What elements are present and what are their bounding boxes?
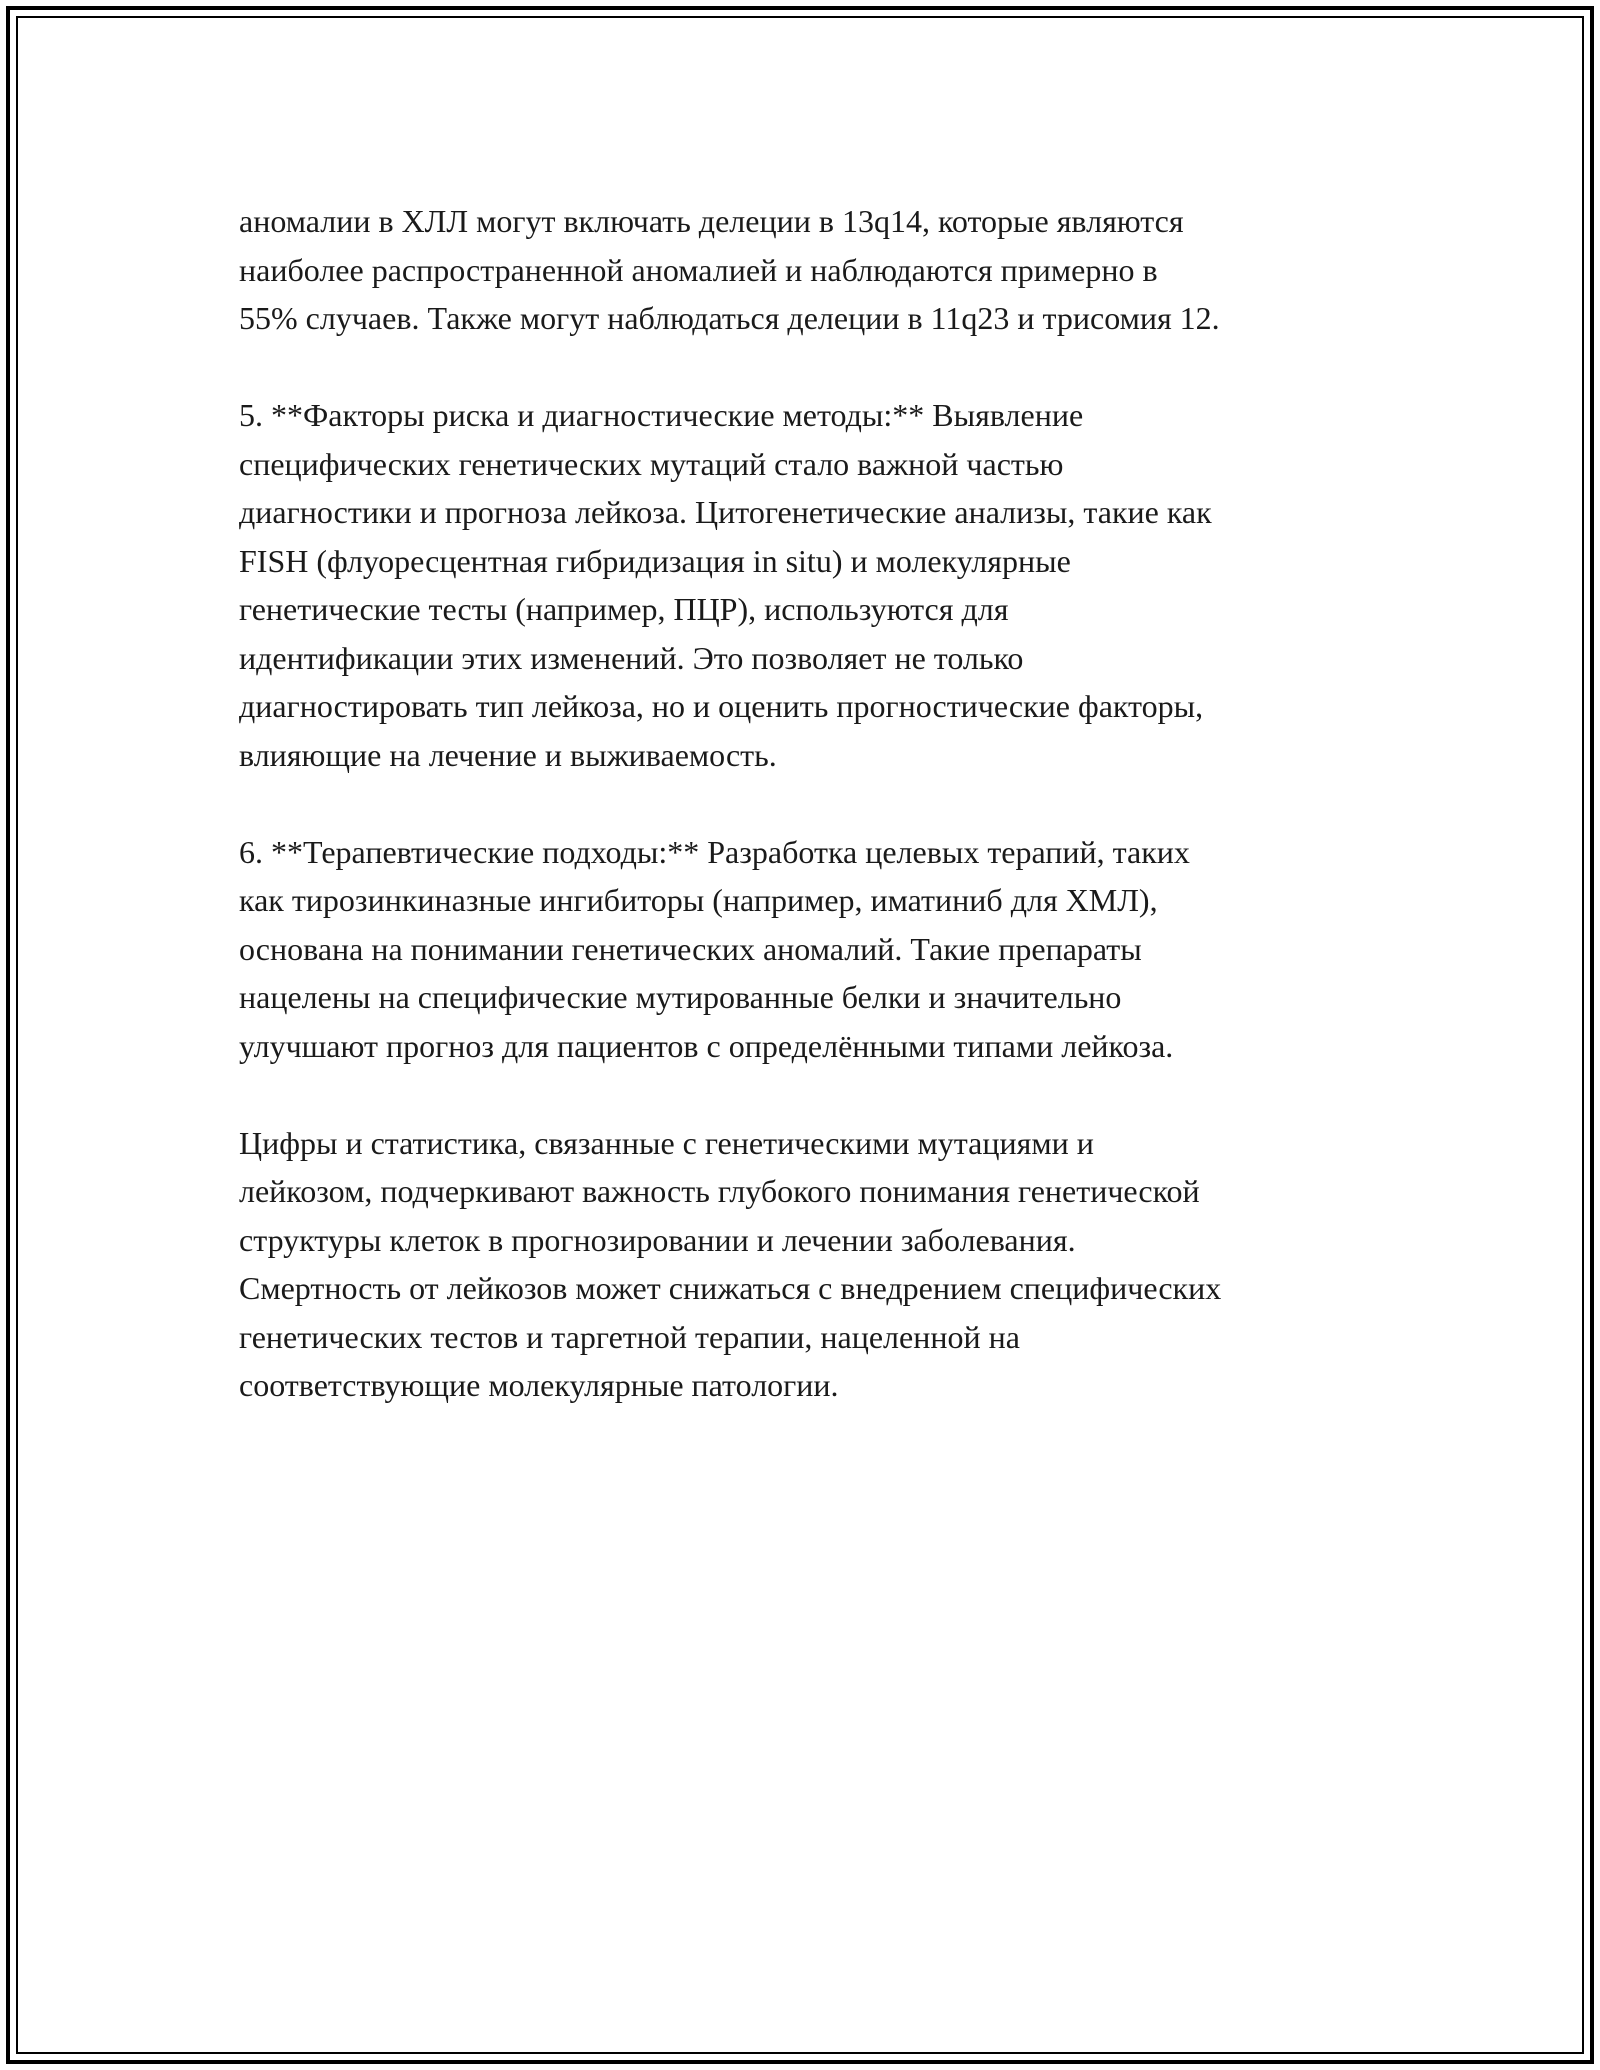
text-line: аномалии в ХЛЛ могут включать делеции в 13q14, которые являются — [239, 203, 1184, 239]
text-line: наиболее распространенной аномалией и наблюдаются примерно в — [239, 251, 1158, 288]
text-line: специфических генетических мутаций стало важной частью — [239, 445, 1064, 482]
text-line: 5. **Факторы риска и диагностические методы:** Выявление — [239, 397, 1084, 433]
text-line: соответствующие молекулярные патологии. — [239, 1367, 839, 1403]
text-line: нацелены на специфические мутированные белки и значительно — [239, 979, 1122, 1015]
text-line: диагностики и прогноза лейкоза. Цитогенетические анализы, такие как — [239, 494, 1212, 530]
text-line: генетические тесты (например, ПЦР), используются для — [239, 591, 1009, 627]
text-line: структуры клеток в прогнозировании и лечении заболевания. — [239, 1221, 1076, 1258]
text-line: 6. **Терапевтические подходы:** Разработка целевых терапий, таких — [239, 833, 1190, 870]
paragraph-cll-anomalies — [239, 197, 1399, 343]
text-line: генетических тестов и таргетной терапии, нацеленной на — [239, 1318, 1020, 1355]
text-line: влияющие на лечение и выживаемость. — [239, 736, 777, 773]
text-line: 55% случаев. Также могут наблюдаться делеции в 11q23 и трисомия 12. — [239, 300, 1220, 336]
text-line: идентификации этих изменений. Это позволяет не только — [239, 639, 1024, 676]
document-body — [239, 197, 1399, 1458]
paragraph-therapeutic-approaches — [239, 828, 1399, 1071]
text-line: как тирозинкиназные ингибиторы (например, иматиниб для ХМЛ), — [239, 882, 1158, 918]
paragraph-statistics-conclusion — [239, 1119, 1399, 1410]
text-line: улучшают прогноз для пациентов с определёнными типами лейкоза. — [239, 1027, 1174, 1064]
text-line: FISH (флуоресцентная гибридизация in situ) и молекулярные — [239, 542, 1071, 579]
text-line: диагностировать тип лейкоза, но и оценить прогностические факторы, — [239, 688, 1204, 724]
page-frame — [6, 6, 1594, 2064]
paragraph-risk-factors-diagnostics — [239, 391, 1399, 779]
text-line: лейкозом, подчеркивают важность глубокого понимания генетической — [239, 1173, 1200, 1209]
text-line: основана на понимании генетических аномалий. Такие препараты — [239, 930, 1142, 967]
text-line: Смертность от лейкозов может снижаться с внедрением специфических — [239, 1270, 1222, 1306]
text-line: Цифры и статистика, связанные с генетическими мутациями и — [239, 1124, 1094, 1161]
